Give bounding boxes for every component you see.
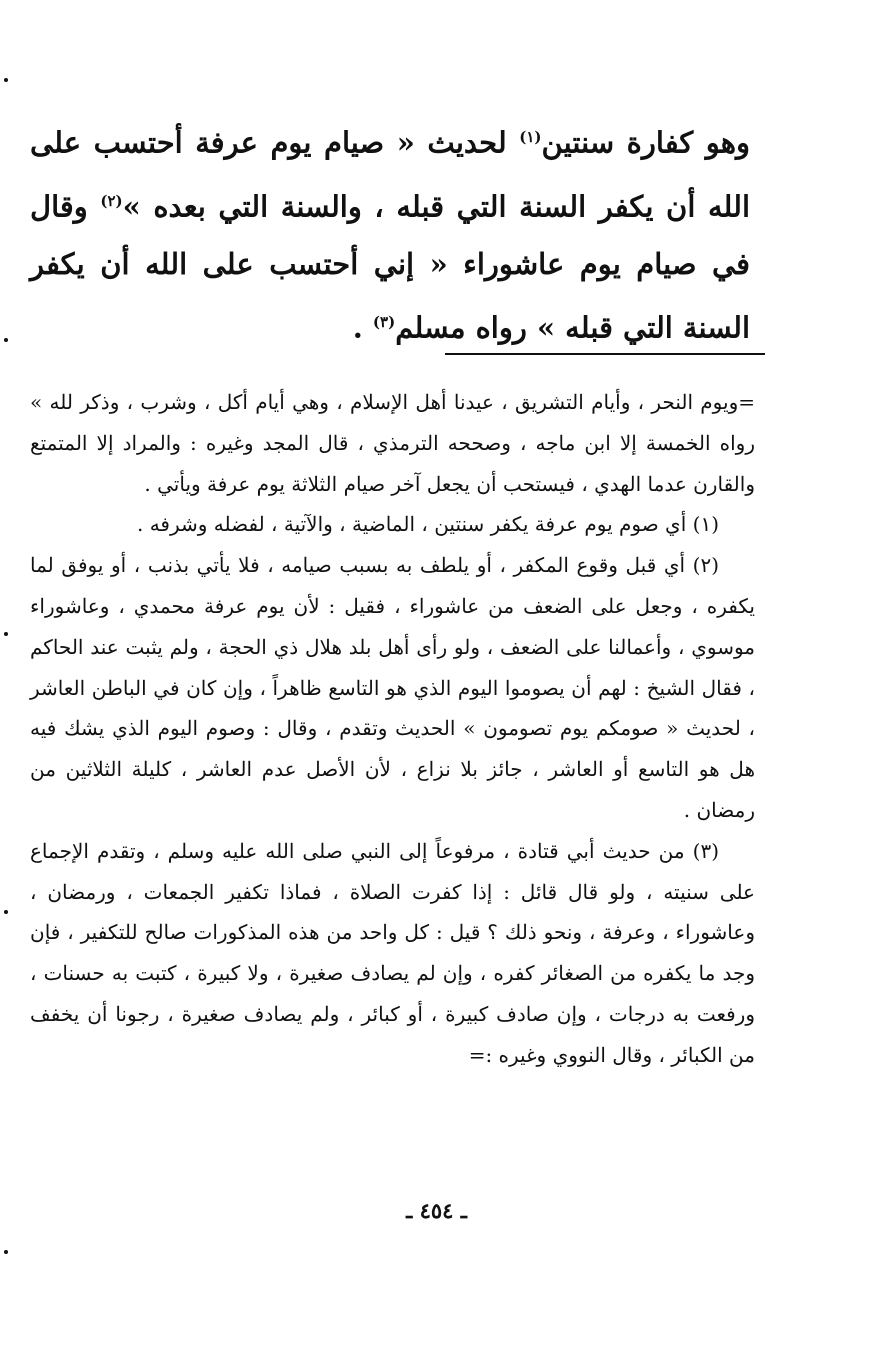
margin-mark [4, 632, 8, 636]
main-text-mid-1: لحديث « صيام يوم عرفة أحتسب على الله أن يكفر السنة التي قبله ، والسنة التي بعده » [30, 125, 750, 224]
footnote-3: (٣) من حديث أبي قتادة ، مرفوعاً إلى النبي صلى الله عليه وسلم ، وتقدم الإجماع على سنيته ، ولو قال قائل : إذا كفرت الصلاة ، فماذا تكفير الجمعات ، ورمضان ، وعاشوراء ، وعرفة ، ونحو ذلك ؟ قيل : كل واحد من هذه المذكورات صالح للتكفير ، فإن وجد ما يكفره من الصغائر كفره ، وإن لم يصادف صغيرة ، ولا كبيرة ، كتبت به حسنات ، ورفعت به درجات ، وإن صادف كبيرة ، أو كبائر ، ولم يصادف صغيرة ، رجونا أن يخفف من الكبائر ، وقال النووي وغيره := [30, 838, 756, 1067]
footnote-ref-3: (٣) [372, 313, 396, 332]
main-paragraph [30, 108, 750, 357]
margin-mark [4, 338, 8, 342]
page-number: ـ ٤٥٤ ـ [406, 1198, 467, 1223]
footnote-ref-1: (١) [519, 128, 542, 146]
footnote-separator [445, 353, 765, 355]
main-text-end: . [352, 310, 373, 345]
footnote-1: (١) أي صوم يوم عرفة يكفر سنتين ، الماضية ، والآتية ، لفضله وشرفه . [136, 512, 719, 537]
margin-mark [4, 1250, 8, 1254]
main-text-start: وهو كفارة سنتين [541, 125, 750, 160]
margin-mark [4, 78, 8, 82]
footnote-continuation: =ويوم النحر ، وأيام التشريق ، عيدنا أهل الإسلام ، وهي أيام أكل ، وشرب ، وذكر لله » رواه الخمسة إلا ابن ماجه ، وصححه الترمذي ، قال المجد وغيره : والمراد إلا المتمتع والقارن عدما الهدي ، فيستحب أن يجعل آخر صيام الثلاثة يوم عرفة ويأتي . [30, 390, 755, 496]
footnote-2: (٢) أي قبل وقوع المكفر ، أو يلطف به بسبب صيامه ، فلا يأتي بذنب ، أو يوفق لما يكفره ، وجعل على الضعف من عاشوراء ، فقيل : لأن يوم عرفة محمدي ، وعاشوراء موسوي ، وأعمالنا على الضعف ، ولو رأى أهل بلد هلال ذي الحجة ، ولم يثبت عند الحاكم ، فقال الشيخ : لهم أن يصوموا اليوم الذي هو التاسع ظاهراً ، وإن كان في الباطن العاشر ، لحديث « صومكم يوم تصومون » الحديث وتقدم ، وقال : وصوم اليوم الذي يشك فيه هل هو التاسع أو العاشر ، جائز بلا نزاع ، لأن الأصل عدم العاشر ، كليلة الثلاثين من رمضان . [30, 553, 755, 822]
margin-mark [4, 910, 8, 914]
footnotes [30, 382, 755, 1076]
footnote-ref-2: (٢) [100, 191, 123, 210]
main-text-mid-2: وقال في صيام يوم عاشوراء « إني أحتسب على الله أن يكفر السنة التي قبله » رواه مسلم [30, 189, 750, 345]
main-text [30, 108, 750, 357]
